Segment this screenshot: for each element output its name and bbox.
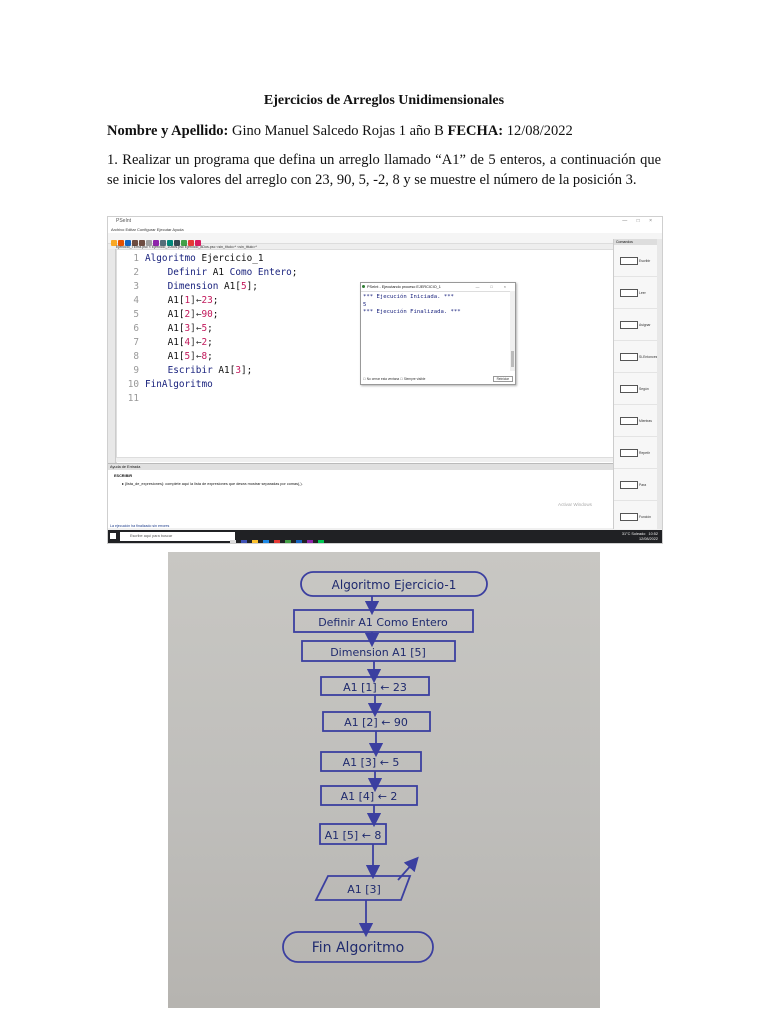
code-text: A1[ — [212, 365, 236, 376]
code-line — [117, 322, 213, 336]
menu-bar: Archivo Editar Configurar Ejecutar Ayuda — [108, 226, 662, 233]
code-text: ]; — [240, 365, 253, 376]
code-keyword: Dimension — [145, 281, 219, 292]
code-text: Ejercicio_1 — [195, 253, 264, 264]
code-line — [117, 336, 213, 350]
commands-panel — [613, 239, 658, 529]
code-line — [117, 280, 258, 294]
assign2-label: A1 [2] ← 90 — [344, 716, 408, 729]
tray-time: 10:52 — [648, 532, 658, 536]
command-shape-icon — [620, 289, 638, 297]
app-icon[interactable] — [318, 540, 324, 544]
code-text: A1[ — [145, 323, 185, 334]
name-line — [107, 123, 573, 140]
code-keyword: Definir — [145, 267, 208, 278]
assign4-label: A1 [4] ← 2 — [340, 790, 398, 803]
code-number: 5 — [240, 281, 247, 292]
name-value: Gino Manuel Salcedo Rojas 1 año B — [228, 123, 448, 139]
command-shape-icon — [620, 513, 638, 521]
command-item[interactable] — [614, 469, 658, 501]
windows-taskbar — [108, 530, 662, 543]
console-footer — [363, 376, 513, 382]
line-number: 2 — [133, 267, 139, 278]
code-number: 3 — [184, 323, 191, 334]
pseint-logo-icon — [362, 285, 365, 288]
task-view-icon[interactable] — [230, 540, 236, 544]
command-label: Mientras — [639, 419, 653, 423]
code-number: 5 — [184, 351, 191, 362]
code-text: ]← — [190, 295, 202, 306]
pseint-titlebar — [108, 217, 662, 226]
code-text: A1[ — [145, 351, 185, 362]
name-label: Nombre y Apellido: — [107, 123, 229, 139]
command-label: Escribir — [639, 259, 651, 263]
checkbox-always-visible[interactable]: ☐ Siempre visible — [400, 377, 426, 381]
exercise-statement: 1. Realizar un programa que defina un arreglo llamado “A1” de 5 enteros, a continuación que se inicie los valores del arreglo con 23, 90, 5, -2, 8 y se muestre el número de la posición 3. — [107, 152, 661, 188]
restart-button[interactable]: Reiniciar — [493, 376, 513, 382]
code-number: 90 — [201, 309, 213, 320]
command-item[interactable] — [614, 437, 658, 469]
line-number: 3 — [133, 281, 139, 292]
window-title: PSeInt — [116, 218, 132, 224]
assign1-label: A1 [1] ← 23 — [343, 681, 407, 694]
code-editor — [116, 249, 616, 477]
right-side-tabs[interactable] — [657, 239, 662, 529]
code-keyword: Algoritmo — [145, 253, 196, 264]
command-shape-icon — [620, 353, 638, 361]
code-text: ]← — [190, 323, 202, 334]
line-number: 8 — [133, 351, 139, 362]
execution-console-window — [360, 282, 516, 385]
end-label: Fin Algoritmo — [311, 940, 405, 956]
document-title: Ejercicios de Arreglos Unidimensionales — [263, 93, 505, 108]
command-label: Repetir — [639, 451, 650, 455]
command-shape-icon — [620, 481, 638, 489]
file-tabs: Ejercicio_TEma.psc × Ejercicio_10dos.psc Ejercicio_8Dos.psc <sin_titulo>* <sin_titulo>* — [108, 244, 662, 250]
output-label: A1 [3] — [347, 883, 381, 896]
command-label: Leer — [639, 291, 646, 295]
checkbox-label: No cerrar esta ventana — [366, 377, 400, 381]
line-number: 7 — [133, 337, 139, 348]
assign3-label: A1 [3] ← 5 — [342, 756, 400, 769]
command-item[interactable] — [614, 341, 658, 373]
code-text: ; — [212, 309, 219, 320]
console-title: PSeInt - Ejecutando proceso EJERCICIO_1 — [367, 285, 441, 289]
windows-start-icon[interactable] — [110, 533, 116, 539]
code-keyword: FinAlgoritmo — [145, 379, 213, 390]
command-label: Asignar — [639, 323, 651, 327]
command-shape-icon — [620, 385, 638, 393]
activate-windows-watermark: Activar Windows — [558, 502, 592, 507]
edge-icon[interactable] — [263, 540, 269, 544]
line-number: 11 — [127, 393, 139, 404]
system-tray — [622, 532, 658, 541]
code-number: 4 — [184, 337, 191, 348]
command-label: Según — [639, 387, 649, 391]
command-item[interactable] — [614, 405, 658, 437]
code-line — [117, 308, 218, 322]
start-label: Algoritmo Ejercicio-1 — [331, 578, 457, 592]
console-scrollbar[interactable] — [510, 291, 515, 371]
command-shape-icon — [620, 417, 638, 425]
command-label: Si-Entonces — [639, 355, 658, 359]
editor-hscrollbar[interactable] — [116, 457, 614, 462]
dimension-label: Dimension A1 [5] — [330, 646, 426, 659]
command-item[interactable] — [614, 309, 658, 341]
window-controls: — □ × — [622, 218, 656, 224]
left-side-tabs — [108, 249, 116, 477]
app-icon[interactable] — [241, 540, 247, 544]
code-line — [117, 364, 252, 378]
help-text: ▸ {lista_de_expresiones}: complete aquí la lista de expresiones que desea mostrar separadas por comas(,). — [122, 482, 303, 486]
line-number: 5 — [133, 309, 139, 320]
command-label: Función — [639, 515, 652, 519]
date-label: FECHA: — [447, 123, 504, 139]
code-text: A1[ — [218, 281, 241, 292]
code-keyword: Escribir — [145, 365, 213, 376]
code-number: 2 — [184, 309, 191, 320]
code-line — [117, 266, 297, 280]
code-text: ; — [212, 295, 219, 306]
pseint-screenshot — [107, 216, 663, 544]
line-number: 1 — [133, 253, 139, 264]
command-shape-icon — [620, 321, 638, 329]
console-titlebar — [361, 283, 515, 292]
checkbox-no-close[interactable]: ☐ No cerrar esta ventana — [363, 377, 400, 381]
command-item[interactable] — [614, 373, 658, 405]
line-number: 9 — [133, 365, 139, 376]
flowchart-drawing — [168, 552, 600, 1008]
toolbar — [108, 233, 662, 244]
command-item[interactable] — [614, 277, 658, 309]
flowchart-photo — [168, 552, 600, 1008]
tray-date: 12/08/2022 — [638, 536, 658, 541]
command-item[interactable] — [614, 245, 658, 277]
output-arrow — [398, 862, 414, 880]
weather-status: 31°C Soleado — [621, 532, 646, 536]
status-bar: La ejecución ha finalizado sin errores — [110, 524, 170, 528]
checkbox-label: Siempre visible — [403, 377, 426, 381]
code-number: 23 — [201, 295, 213, 306]
code-number: 3 — [235, 365, 241, 376]
code-text: A1[ — [145, 309, 185, 320]
code-text: ; — [291, 267, 298, 278]
console-output: *** Ejecución Iniciada. *** 5 *** Ejecución Finalizada. *** — [363, 294, 461, 315]
code-text: A1[ — [145, 337, 185, 348]
code-number: 8 — [201, 351, 208, 362]
help-heading: ESCRIBIR — [114, 474, 133, 478]
code-line — [117, 252, 264, 266]
assign5-label: A1 [5] ← 8 — [324, 829, 382, 842]
command-shape-icon — [620, 257, 638, 265]
code-text: A1 — [207, 267, 230, 278]
code-text: ]← — [190, 309, 202, 320]
help-panel — [108, 463, 613, 528]
taskbar-apps — [230, 533, 329, 544]
app-icon[interactable] — [274, 540, 280, 544]
code-number: 5 — [201, 323, 208, 334]
code-number: 2 — [201, 337, 208, 348]
code-keyword: Como Entero — [229, 267, 292, 278]
code-text: ; — [207, 323, 213, 334]
help-panel-title: Ayuda de Entrada — [108, 464, 613, 470]
code-number: 1 — [184, 295, 191, 306]
code-line — [117, 294, 218, 308]
line-number: 6 — [133, 323, 139, 334]
command-label: Para — [639, 483, 647, 487]
code-line — [117, 378, 213, 392]
define-label: Definir A1 Como Entero — [318, 616, 448, 629]
code-line — [117, 392, 145, 406]
code-text: ]← — [190, 351, 202, 362]
line-number: 10 — [127, 379, 139, 390]
code-line — [117, 350, 213, 364]
app-icon[interactable] — [307, 540, 313, 544]
commands-panel-title: Comandos — [614, 239, 658, 245]
code-text: ; — [207, 351, 213, 362]
folder-icon[interactable] — [252, 540, 258, 544]
code-text: ]← — [190, 337, 202, 348]
code-text: ; — [207, 337, 213, 348]
console-window-controls[interactable]: — □ × — [475, 285, 511, 289]
date-value: 12/08/2022 — [503, 123, 573, 139]
command-shape-icon — [620, 449, 638, 457]
word-icon[interactable] — [296, 540, 302, 544]
line-number: 4 — [133, 295, 139, 306]
code-text: ]; — [246, 281, 258, 292]
taskbar-search-input[interactable]: Escribe aquí para buscar — [120, 532, 235, 541]
chrome-icon[interactable] — [285, 540, 291, 544]
code-text: A1[ — [145, 295, 185, 306]
